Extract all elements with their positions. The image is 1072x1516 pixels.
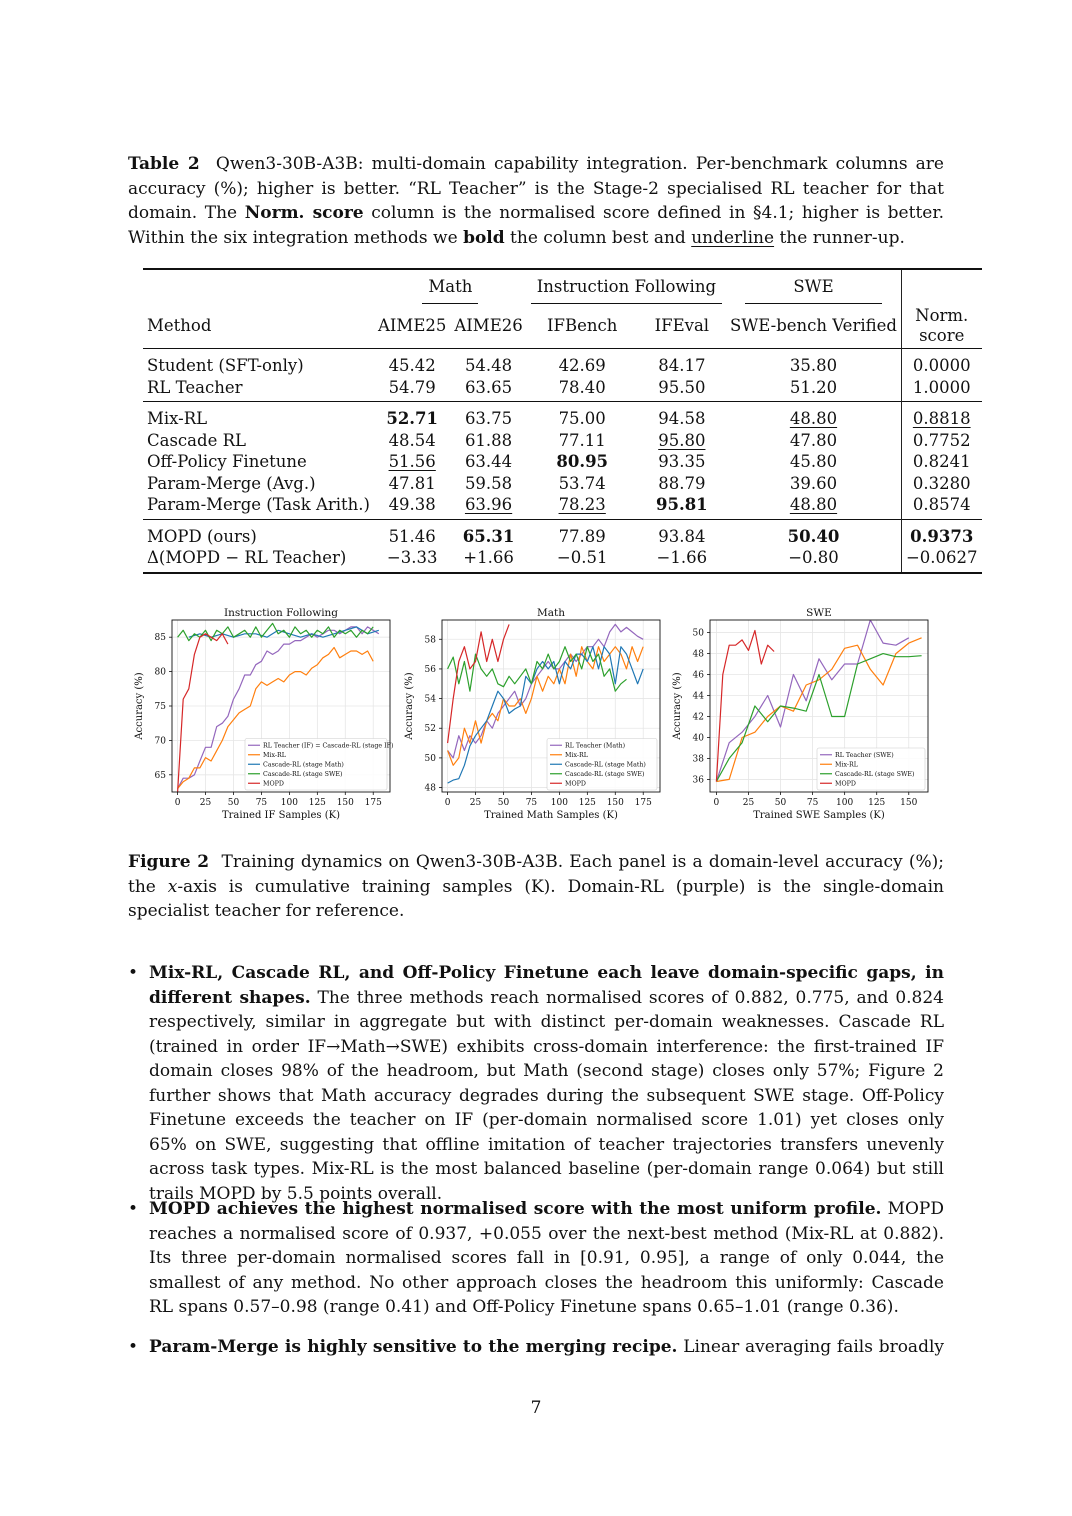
value-cell [638,494,726,519]
legend-label: MOPD [835,780,856,788]
figure-caption [128,850,944,924]
value-cell [450,473,526,495]
table-column-header [143,304,982,349]
method-cell: Param-Merge (Avg.) [147,473,316,493]
value-text: 80.95 [556,452,609,471]
x-tick-label: 100 [836,798,854,808]
value-text: 48.80 [789,495,838,514]
value-text: −0.51 [556,548,608,567]
value-cell [638,430,726,452]
x-tick-label: 50 [497,798,510,808]
x-tick-label: 50 [774,798,787,808]
table-row [143,451,982,473]
value-text: 63.75 [464,409,513,428]
value-text: 61.88 [464,430,513,450]
y-axis-label: Accuracy (%) [404,672,415,740]
table-group-header [143,269,982,304]
series-line [448,624,510,743]
x-tick-label: 75 [255,798,268,808]
value-cell [726,547,901,573]
y-axis-label: Accuracy (%) [134,672,145,740]
legend-label: Cascade-RL (stage SWE) [565,771,645,779]
legend-label: RL Teacher (SWE) [835,752,894,760]
value-text: 51.56 [388,452,436,471]
norm-score-cell [901,430,981,452]
figure-caption-text-1: Training dynamics on Qwen3-30B-A3B. Each panel is a domain-level accuracy (%); the [128,852,944,897]
table-row [143,402,982,430]
value-text: 95.81 [656,495,708,514]
method-cell: Cascade RL [147,430,246,450]
x-tick-label: 175 [634,798,652,808]
bullet-item-3 [128,1335,944,1360]
y-tick-label: 46 [692,670,704,681]
series-line [189,627,379,637]
col-header-ifeval: IFEval [654,316,710,336]
norm-score-cell [901,377,981,402]
group-header-math: Math [422,276,478,304]
training-dynamics-figure [130,604,942,830]
value-cell [726,473,901,495]
norm-score-cell [901,349,981,377]
value-cell [726,494,901,519]
figure-caption-italic: x [167,876,178,897]
table-row [143,473,982,495]
legend-label: Cascade-RL (stage SWE) [835,771,915,779]
value-cell [638,451,726,473]
method-cell: RL Teacher [147,377,243,397]
value-text: 63.65 [464,377,513,397]
chart-panel [672,607,928,821]
value-cell [527,473,638,495]
bullet-dot-icon: • [128,1199,139,1219]
norm-score-cell [901,547,981,573]
value-text: 53.74 [558,473,606,493]
y-tick-label: 85 [154,633,166,644]
value-cell [527,519,638,547]
value-text: 78.23 [558,495,606,514]
value-text: 94.58 [658,409,706,428]
value-text: 45.42 [388,356,436,375]
value-cell [374,451,450,473]
y-tick-label: 70 [154,736,166,747]
value-cell [527,451,638,473]
value-cell [638,547,726,573]
table-caption [128,152,944,250]
norm-score-cell [901,494,981,519]
value-cell [450,547,526,573]
table-caption-bold-2: bold [463,227,505,248]
bullet-dot-icon: • [128,963,139,983]
series-line [716,631,774,782]
value-text: 63.44 [464,452,513,471]
value-text: 47.81 [388,473,436,493]
value-text: 50.40 [787,526,840,546]
y-tick-label: 44 [692,691,704,702]
value-text: 54.48 [464,356,513,375]
table-row [143,349,982,377]
value-cell [527,402,638,430]
x-tick-label: 0 [713,798,720,808]
y-tick-label: 75 [154,702,166,712]
value-cell [726,377,901,402]
y-tick-label: 52 [424,724,436,735]
series-line [448,624,644,758]
value-text: 63.96 [464,495,513,514]
legend-label: MOPD [565,780,586,788]
value-cell [374,494,450,519]
value-text: 59.58 [464,473,513,493]
value-cell [374,519,450,547]
norm-score-text: 0.3280 [912,473,971,493]
value-cell [726,402,901,430]
value-cell [638,402,726,430]
method-cell: Mix-RL [147,409,208,428]
value-cell [527,377,638,402]
y-tick-label: 48 [692,649,704,660]
value-text: 49.38 [388,495,436,514]
bullet-1-text: The three methods reach normalised scores of 0.882, 0.775, and 0.824 respectively, similar in aggregate but with distinct per-domain weaknesses. Cascade RL (trained in order IF→Math→SWE) exhibits cross-domain interference: the first-trained IF domain closes 98% of the headroom, but Math (second stage) closes only 57%; Figure 2 further shows that Math accuracy degrades during the subsequent SWE stage. Off-Policy Finetune exceeds the teacher on IF (per-domain normalised score 1.01) yet closes only 65% on SWE, suggesting that offline imitation of teacher trajectories transfers unevenly across task types. Mix-RL is the most balanced baseline (per-domain range 0.064) but still trails MOPD by 5.5 points overall. [149,987,944,1204]
norm-score-text: 0.7752 [912,430,971,450]
col-header-norm-line1: Norm. [915,306,969,325]
col-header-method: Method [147,316,212,336]
value-cell [450,451,526,473]
y-tick-label: 42 [692,712,704,723]
value-text: 51.20 [789,377,838,397]
chart-title: SWE [806,607,832,619]
bullet-3-text: Linear averaging fails broadly [677,1337,944,1357]
value-text: −3.33 [386,548,438,567]
x-tick-label: 25 [199,798,212,808]
figure-caption-text-2: -axis is cumulative training samples (K). Domain-RL (purple) is the single-domain specialist teacher for reference. [128,876,944,921]
value-cell [374,473,450,495]
table-row [143,377,982,402]
legend-label: Cascade-RL (stage Math) [263,761,344,769]
value-cell [450,349,526,377]
value-text: 95.80 [658,430,706,450]
value-cell [726,451,901,473]
norm-score-cell [901,451,981,473]
norm-score-cell [901,473,981,495]
bullet-2-text: MOPD reaches a normalised score of 0.937, +0.055 over the next-best method (Mix-RL at 0.882). Its three per-domain normalised scores fall in [0.91, 0.95], a range of only 0.044, the smallest of any method. No other approach closes the headroom this uniformly: Cascade RL spans 0.57–0.98 (range 0.41) and Off-Policy Finetune spans 0.65–1.01 (range 0.36). [149,1199,944,1317]
table-row [143,547,982,573]
x-axis-label: Trained IF Samples (K) [221,810,341,821]
value-text: 48.54 [388,430,436,450]
group-header-swe: SWE [745,276,881,304]
value-text: 52.71 [386,409,439,428]
y-tick-label: 48 [424,783,436,794]
method-cell: MOPD (ours) [147,526,257,546]
value-cell [638,519,726,547]
results-table [143,268,982,574]
value-cell [374,349,450,377]
y-tick-label: 38 [692,754,704,765]
bullet-1-heading: Mix-RL, Cascade RL, and Off-Policy Finetune each leave domain-specific gaps, in different shapes. [149,963,944,1008]
legend-label: RL Teacher (IF) = Cascade-RL (stage IF) [263,742,394,750]
col-header-ifbench: IFBench [547,316,618,336]
value-cell [726,430,901,452]
bullet-item-1 [128,961,944,1206]
value-text: 39.60 [789,473,838,493]
x-tick-label: 125 [308,798,326,808]
x-tick-label: 25 [742,798,755,808]
value-text: −1.66 [656,548,708,567]
y-tick-label: 58 [424,635,436,646]
value-cell [374,377,450,402]
value-cell [726,519,901,547]
bullet-3-heading: Param-Merge is highly sensitive to the merging recipe. [149,1337,678,1357]
norm-score-text: 0.0000 [912,356,971,375]
value-cell [638,349,726,377]
value-cell [527,494,638,519]
method-cell: Δ(MOPD − RL Teacher) [147,548,347,567]
value-cell [527,349,638,377]
value-text: 65.31 [462,526,515,546]
chart-panel [404,607,660,821]
legend-label: Mix-RL [835,761,858,769]
x-tick-label: 100 [550,798,568,808]
bullet-item-2 [128,1197,944,1320]
value-text: 54.79 [388,377,436,397]
y-tick-label: 54 [424,694,436,705]
bullet-2-heading: MOPD achieves the highest normalised score with the most uniform profile. [149,1199,882,1219]
chart-title: Math [537,607,565,619]
page-number: 7 [530,1398,542,1418]
norm-score-text: −0.0627 [905,548,978,567]
table-caption-text-2: column is the normalised score defined in §4.1; higher is better. Within the six integration methods we [128,203,944,248]
chart-title: Instruction Following [223,607,339,619]
x-tick-label: 100 [280,798,298,808]
table-row [143,494,982,519]
value-text: −0.80 [788,548,839,567]
value-text: 84.17 [658,356,706,375]
value-cell [638,377,726,402]
legend-label: Mix-RL [565,752,588,760]
value-text: 75.00 [558,409,606,428]
chart-panel [134,607,393,821]
col-header-aime25: AIME25 [378,316,447,336]
value-text: 42.69 [558,356,606,375]
legend-label: Mix-RL [263,752,286,760]
x-tick-label: 125 [868,798,886,808]
col-header-aime26: AIME26 [454,316,523,336]
value-text: 48.80 [789,409,838,428]
y-tick-label: 36 [692,775,704,786]
legend-label: Cascade-RL (stage Math) [565,761,646,769]
x-tick-label: 125 [578,798,596,808]
x-tick-label: 25 [469,798,482,808]
method-cell: Student (SFT-only) [147,356,304,375]
legend-label: RL Teacher (Math) [565,742,626,750]
y-tick-label: 80 [154,667,166,678]
value-cell [726,349,901,377]
value-cell [527,547,638,573]
y-tick-label: 56 [424,664,436,675]
col-header-swe-bench: SWE-bench Verified [730,316,897,336]
value-cell [450,519,526,547]
value-cell [638,473,726,495]
x-tick-label: 0 [174,798,181,808]
value-cell [450,377,526,402]
y-tick-label: 50 [692,628,704,639]
y-tick-label: 50 [424,753,436,764]
series-line [178,634,228,792]
group-header-if: Instruction Following [531,276,722,304]
value-text: 47.80 [789,430,838,450]
x-tick-label: 75 [806,798,819,808]
figure-label: Figure 2 [128,852,210,872]
value-text: 93.84 [658,526,706,546]
x-tick-label: 150 [900,798,918,808]
value-cell [527,430,638,452]
value-text: 77.89 [558,526,606,546]
value-cell [374,430,450,452]
norm-score-cell [901,519,981,547]
x-tick-label: 50 [227,798,240,808]
x-axis-label: Trained SWE Samples (K) [753,810,885,821]
y-axis-label: Accuracy (%) [672,672,683,740]
value-text: 35.80 [789,356,838,375]
legend-label: MOPD [263,780,284,788]
value-cell [450,430,526,452]
bullet-dot-icon: • [128,1337,139,1357]
norm-score-text: 0.9373 [910,526,974,546]
x-tick-label: 150 [606,798,624,808]
value-text: 45.80 [789,452,838,471]
value-text: 88.79 [658,473,706,493]
x-tick-label: 150 [336,798,354,808]
x-tick-label: 175 [364,798,382,808]
table-caption-bold-1: Norm. score [244,203,364,223]
value-text: 95.50 [658,377,706,397]
value-text: +1.66 [463,548,514,567]
value-text: 51.46 [388,526,436,546]
table-caption-text-3: the column best and [504,227,692,248]
value-text: 78.40 [558,377,606,397]
table-label: Table 2 [128,154,200,174]
x-axis-label: Trained Math Samples (K) [484,810,618,821]
x-tick-label: 0 [444,798,451,808]
table-caption-underline: underline [691,227,775,248]
value-text: 77.11 [558,430,606,450]
norm-score-cell [901,402,981,430]
method-cell: Off-Policy Finetune [147,452,307,471]
norm-score-text: 0.8241 [912,452,971,471]
norm-score-text: 0.8574 [912,495,971,514]
table-caption-text-1: Qwen3-30B-A3B: multi-domain capability integration. Per-benchmark columns are accuracy (%); higher is better. “RL Teacher” is the Stage-2 specialised RL teacher for that domain. The [128,154,944,223]
value-text: 93.35 [658,452,706,471]
norm-score-text: 1.0000 [912,377,971,397]
value-cell [374,547,450,573]
method-cell: Param-Merge (Task Arith.) [147,495,370,514]
table-caption-text-4: the runner-up. [774,227,905,248]
y-tick-label: 40 [692,733,704,744]
table-row [143,519,982,547]
legend-label: Cascade-RL (stage SWE) [263,771,343,779]
norm-score-text: 0.8818 [912,409,971,428]
y-tick-label: 65 [154,770,166,781]
col-header-norm [901,304,981,349]
table-row [143,430,982,452]
value-cell [374,402,450,430]
x-tick-label: 75 [525,798,538,808]
value-cell [450,402,526,430]
col-header-norm-line2: score [919,326,965,345]
value-cell [450,494,526,519]
